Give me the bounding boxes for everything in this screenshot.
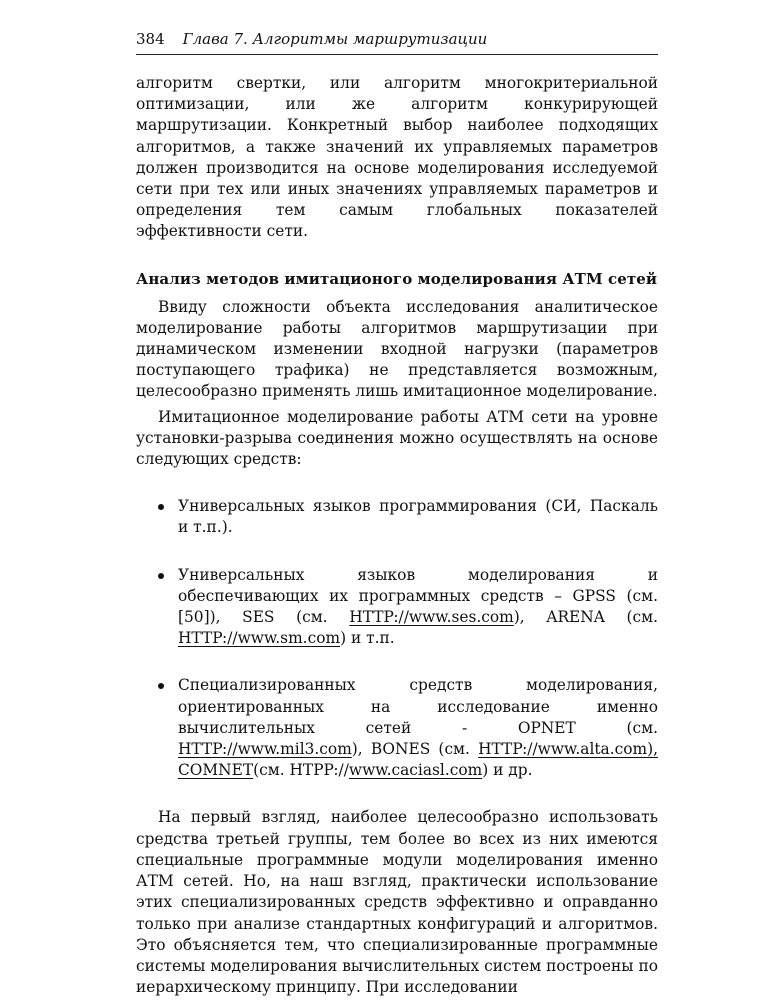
list-item [136, 565, 658, 650]
list-item-text: ) и т.п. [340, 629, 395, 648]
list-item-text: ) и др. [482, 761, 533, 780]
list-item-text: Универсальных языков программирования (СИ, Паскаль и т.п.). [178, 497, 658, 537]
book-page [136, 30, 658, 998]
list-item-text: ), BONES (см. [351, 740, 479, 759]
paragraph-simulation: Имитационное моделирование работы АТМ сети на уровне установки-разрыва соединения можно осуществлять на основе следующих средств: [136, 407, 658, 469]
link-alta[interactable]: HTTP://www.alta.com), [478, 740, 658, 759]
paragraph-analysis: На первый взгляд, наиболее целесообразно использовать средства третьей группы, тем более во всех из них имеются специальные программные модули моделирования именно АТМ сетей. Но, на наш взгляд, практически использование этих специализированных средств эффективно и оправданно только при анализе стандартных конфигураций и алгоритмов. Это объясняется тем, что специализированные программные системы моделирования вычислительных систем построены по иерархическому принципу. При исследовании [136, 808, 658, 997]
bullet-icon [158, 573, 164, 579]
bullet-icon [158, 683, 164, 689]
link-sm[interactable]: HTTP://www.sm.com [178, 629, 341, 648]
link-caciasl[interactable]: www.caciasl.com [348, 761, 483, 780]
list-item [136, 496, 658, 538]
chapter-title: Глава 7. Алгоритмы маршрутизации [182, 30, 488, 48]
list-item-text: (см. HTPP:// [253, 761, 349, 780]
intro-paragraph: алгоритм свертки, или алгоритм многокритериальной оптимизации, или же алгоритм конкурирующей маршрутизации. Конкретный выбор наиболее подходящих алгоритмов, а также значений их управляемых параметров должен производится на основе моделирования исследуемой сети при тех или иных значениях управляемых параметров и определения тем самым глобальных показателей эффективности сети. [136, 74, 658, 241]
paragraph-complexity: Ввиду сложности объекта исследования аналитическое моделирование работы алгоритмов маршрутизации при динамическом изменении входной нагрузки (параметров поступающего трафика) не представляется возможным, целесообразно применять лишь имитационное моделирование. [136, 297, 658, 401]
list-item [136, 675, 658, 781]
link-comnet[interactable]: COMNET [178, 761, 254, 780]
link-mil3[interactable]: HTTP://www.mil3.com [178, 740, 352, 759]
running-header [136, 30, 658, 55]
bullet-icon [158, 504, 164, 510]
list-item-text: Специализированных средств моделирования, ориентированных на исследование именно вычислительных сетей - OPNET (см. [178, 676, 658, 737]
tools-list [136, 496, 658, 781]
page-number: 384 [136, 30, 165, 48]
list-item-text: Универсальных языков моделирования и обеспечивающих их программных средств – GPSS (см. [50]), SES (см. [178, 565, 658, 627]
list-item-text: ), ARENA (см. [513, 608, 658, 627]
link-ses[interactable]: HTTP://www.ses.com [349, 608, 514, 627]
section-heading: Анализ методов имитационого моделирования АТМ сетей [136, 269, 658, 288]
